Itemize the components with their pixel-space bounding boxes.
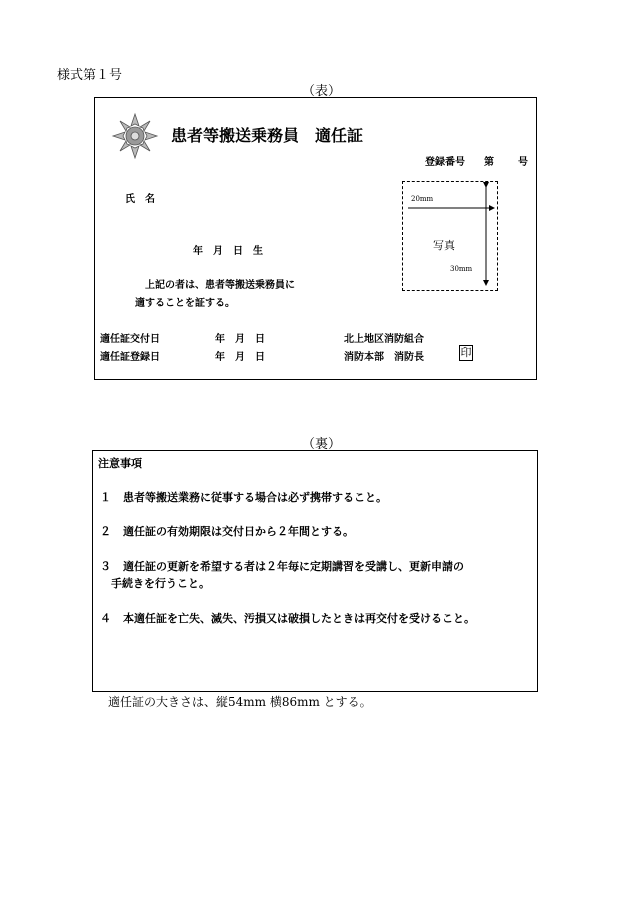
note-3-text-continued: 手続きを行うこと。 — [111, 577, 210, 590]
card-size-note: 適任証の大きさは、縦54mm 横86mm とする。 — [108, 695, 372, 709]
form-number: 様式第１号 — [57, 68, 123, 83]
back-side-label: （裏） — [302, 437, 342, 452]
register-date-label: 適任証登録日 — [100, 352, 160, 363]
registration-go: 号 — [518, 157, 528, 168]
note-2-text: 適任証の有効期限は交付日から２年間とする。 — [123, 525, 354, 538]
registration-number-label: 登録番号 — [425, 157, 465, 168]
front-card — [94, 97, 537, 380]
organization-name: 北上地区消防組合 — [344, 334, 424, 345]
front-side-label: （表） — [302, 84, 342, 99]
photo-dimension-arrows — [402, 181, 512, 293]
note-4-text: 本適任証を亡失、滅失、汚損又は破損したときは再交付を受けること。 — [123, 612, 475, 625]
register-date-value: 年 月 日 — [215, 352, 265, 363]
issue-date-value: 年 月 日 — [215, 334, 265, 345]
note-1-text: 患者等搬送業務に従事する場合は必ず携帯すること。 — [123, 491, 387, 504]
photo-height-note: 30mm — [450, 265, 473, 273]
note-1-number: １ — [100, 491, 111, 504]
note-3-text: 適任証の更新を希望する者は２年毎に定期講習を受講し、更新申請の — [123, 560, 464, 573]
birthdate-label: 年 月 日 生 — [193, 246, 263, 257]
certification-line-2: 適することを証する。 — [135, 298, 235, 309]
seal-box: 印 — [460, 346, 472, 359]
note-4-number: ４ — [100, 612, 111, 625]
chief-title: 消防本部 消防長 — [344, 352, 424, 363]
issue-date-label: 適任証交付日 — [100, 334, 160, 345]
fire-department-emblem-icon — [111, 112, 159, 160]
registration-dai: 第 — [484, 157, 494, 168]
name-label: 氏 名 — [125, 194, 155, 205]
card-title: 患者等搬送乗務員 適任証 — [171, 126, 364, 145]
photo-width-note: 20mm — [411, 195, 434, 203]
notes-heading: 注意事項 — [98, 457, 142, 470]
note-2-number: ２ — [100, 525, 111, 538]
certification-line-1: 上記の者は、患者等搬送乗務員に — [145, 280, 295, 291]
note-3-number: ３ — [100, 560, 111, 573]
photo-label: 写真 — [433, 239, 455, 252]
back-card — [92, 450, 538, 692]
